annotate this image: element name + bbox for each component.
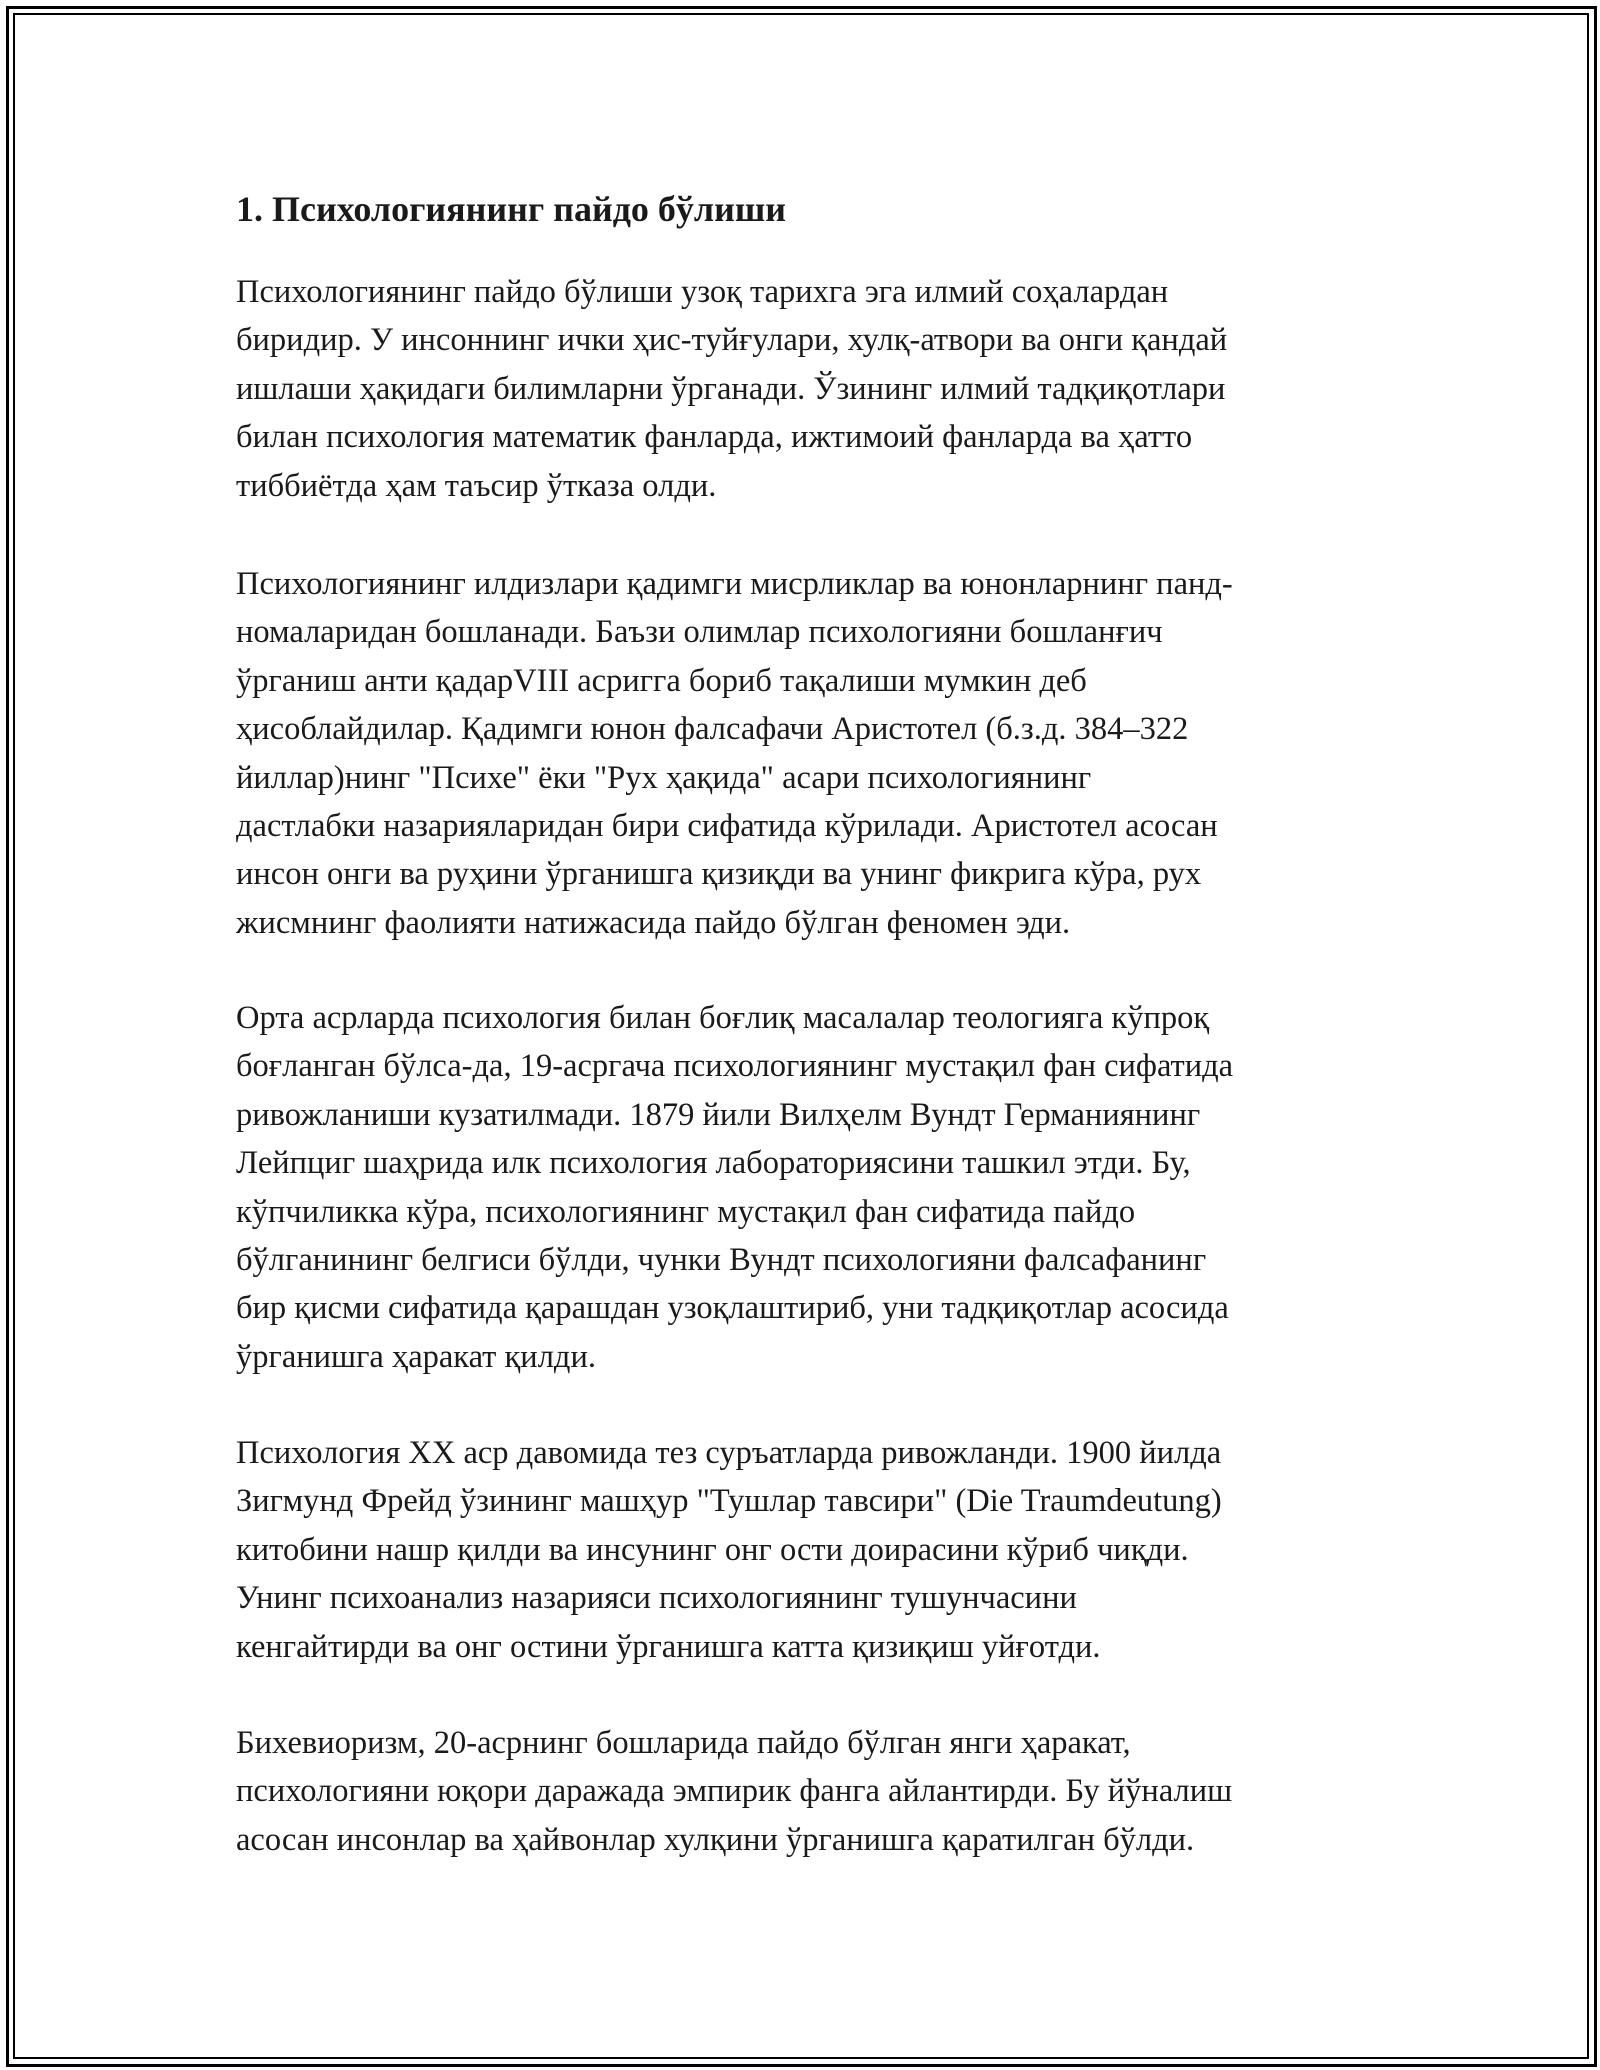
paragraph-behaviorism [236, 1719, 1232, 1864]
paragraph-twentieth-century [236, 1429, 1222, 1671]
paragraph-line: жисмнинг фаолияти натижасида пайдо бўлган феномен эди. [236, 904, 1071, 941]
paragraph-line: Психологиянинг пайдо бўлиши узоқ тарихга эга илмий соҳалардан [236, 274, 1169, 310]
paragraph-line: психологияни юқори даражада эмпирик фанга айлантирди. Бу йўналиш [236, 1773, 1233, 1810]
paragraph-line: бир қисми сифатида қарашдан узоқлаштириб, уни тадқиқотлар асосида [236, 1290, 1229, 1327]
paragraph-line: ўрганиш анти қадарVIII асригга бориб тақалиши мумкин деб [236, 662, 1087, 699]
paragraph-middle-ages [236, 994, 1233, 1381]
paragraph-line: боғланган бўлса-да, 19-асргача психологиянинг мустақил фан сифатида [236, 1048, 1234, 1085]
paragraph-line: ривожланиши кузатилмади. 1879 йили Вилҳелм Вундт Германиянинг [236, 1096, 1201, 1133]
paragraph-origins [236, 268, 1227, 510]
section-title: 1. Психологиянинг пайдо бўлиши [236, 189, 786, 229]
paragraph-line: кенгайтирди ва онг остини ўрганишга катта қизиқиш уйғотди. [236, 1628, 1101, 1665]
paragraph-line: ишлаши ҳақидаги билимларни ўрганади. Ўзининг илмий тадқиқотлари [236, 370, 1226, 407]
paragraph-line: бўлганининг белгиси бўлди, чунки Вундт психологияни фалсафанинг [236, 1242, 1207, 1279]
paragraph-line: кўпчиликка кўра, психологиянинг мустақил фан сифатида пайдо [236, 1193, 1136, 1230]
paragraph-line: тиббиётда ҳам таъсир ўтказа олди. [236, 467, 717, 504]
paragraph-line: асосан инсонлар ва ҳайвонлар хулқини ўрганишга қаратилган бўлди. [236, 1821, 1195, 1858]
paragraph-line: инсон онги ва руҳини ўрганишга қизиқди ва унинг фикрига кўра, рух [236, 856, 1202, 893]
paragraph-line: ўрганишга ҳаракат қилди. [236, 1338, 596, 1375]
paragraph-line: Унинг психоанализ назарияси психологиянинг тушунчасини [236, 1580, 1077, 1617]
paragraph-line: биридир. У инсоннинг ички ҳис-туйғулари, хулқ-атвори ва онги қандай [236, 322, 1228, 359]
paragraph-line: Психологиянинг илдизлари қадимги мисрликлар ва юнонларнинг панд- [236, 566, 1233, 602]
paragraph-ancient-roots [236, 560, 1233, 947]
paragraph-line: Лейпциг шаҳрида илк психология лабораториясини ташкил этди. Бу, [236, 1145, 1191, 1182]
paragraph-line: Бихевиоризм, 20-асрнинг бошларида пайдо бўлган янги ҳаракат, [236, 1725, 1131, 1761]
paragraph-line: ҳисоблайдилар. Қадимги юнон фалсафачи Аристотел (б.з.д. 384–322 [236, 711, 1189, 748]
paragraph-line: китобини нашр қилди ва инсунинг онг ости доирасини кўриб чиқди. [236, 1531, 1189, 1568]
paragraph-line: Зигмунд Фрейд ўзининг машҳур "Тушлар тавсири" (Die Traumdeutung) [236, 1483, 1222, 1520]
paragraph-line: билан психология математик фанларда, ижтимоий фанларда ва ҳатто [236, 419, 1193, 456]
paragraph-line: йиллар)нинг "Психе" ёки "Рух ҳақида" асари психологиянинг [236, 759, 1092, 796]
paragraph-line: Орта асрларда психология билан боғлиқ масалалар теологияга кўпроқ [236, 1000, 1210, 1036]
paragraph-line: Психология XX аср давомида тез суръатларда ривожланди. 1900 йилда [236, 1435, 1222, 1471]
paragraph-line: дастлабки назарияларидан бири сифатида кўрилади. Аристотел асосан [236, 808, 1218, 845]
paragraph-line: номаларидан бошланади. Баъзи олимлар психологияни бошланғич [236, 614, 1163, 651]
